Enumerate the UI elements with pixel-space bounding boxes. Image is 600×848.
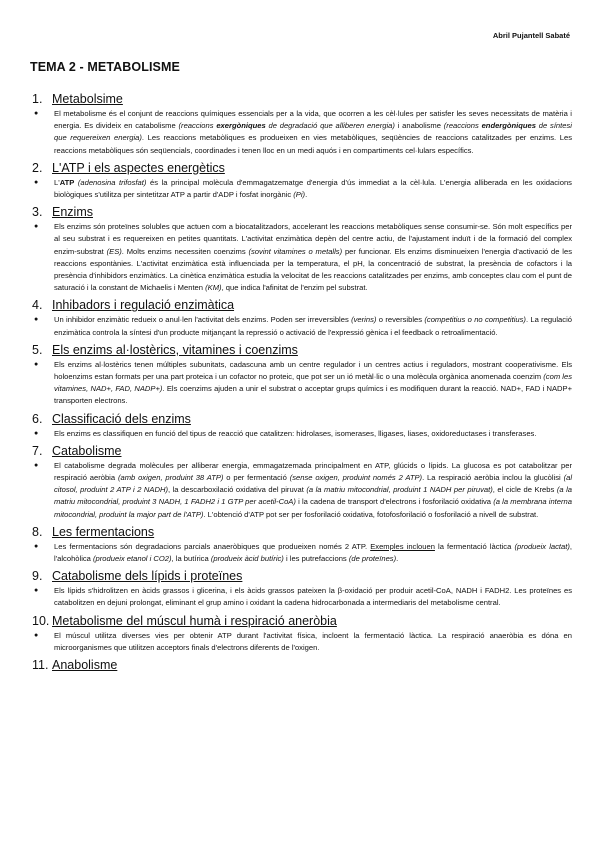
section-title: Inhibadors i regulació enzimàtica bbox=[52, 298, 235, 313]
section-paragraph: El catabolisme degrada molècules per alliberar energia, emmagatzemada principalment en ATP, glúcids o lípids. La glucosa es pot catabolitzar per respiració aeròbia (amb oxigen, produint 38 ATP) o per fermentació (sense oxigen, produint només 2 ATP). La respiració aeròbia inclou la glucòlisi (al citosol, produint 2 ATP i 2 NADH), la descarboxilació oxidativa del piruvat (a la matriu mitocondrial, produint 1 NADH per piruvat), el cicle de Krebs (a la matriu mitocondrial, produint 3 NADH, 1 FADH2 i 1 GTP per acetil-CoA) i la cadena de transport d'electrons i fosforilació oxidativa (a la membrana interna mitocondrial, produint la major part de l'ATP). L'obtenció d'ATP pot ser per fosforilació oxidativa, fotofosforilació o fosforilació a nivell de substrat. bbox=[54, 460, 573, 519]
section bbox=[32, 614, 572, 654]
section-heading bbox=[32, 92, 572, 106]
bullet-icon: ● bbox=[34, 360, 39, 368]
section-number: 3. bbox=[32, 205, 43, 220]
section-title: Classificació dels enzims bbox=[52, 411, 191, 426]
section-title: Metabolsime bbox=[52, 92, 123, 106]
bullet-icon: ● bbox=[34, 110, 39, 117]
bullet-icon: ● bbox=[34, 542, 39, 550]
section bbox=[32, 658, 572, 672]
section-number: 1. bbox=[32, 92, 43, 106]
section-number: 5. bbox=[32, 342, 43, 357]
bullet-icon: ● bbox=[34, 316, 39, 324]
section-paragraph: El metabolisme és el conjunt de reaccions químiques essencials per a la vida, que ocorren a les cèl·lules per satisfer les seves necessitats de matèria i energia. Es divideix en catabolisme (reaccions exergòniques de degradació que alliberen energia) i anabolisme (reaccions endergòniques de síntesi que requereixen energia). Les reaccions metabòliques es produeixen en vies metabòliques, seqüències de reaccions catalitzades per enzims. Les reaccions metabòliques són seqüencials, coordinades i tenen lloc en un medi aquós i en compartiments cel·lulars específics. bbox=[54, 109, 572, 155]
section-paragraph: Els enzims són proteïnes solubles que actuen com a biocatalitzadors, accelerant les reaccions metabòliques sense consumir-se. Són molt específics per al seu substrat i es requereixen en petites quantitats. L'activitat enzimàtica depèn del centre actiu, de l'ajustament induït i de la formació del complex enzim-substrat (ES). Molts enzims necessiten coenzims (sovint vitamines o metalls) per funcionar. Els enzims disminueixen l'energia d'activació de les reaccions espontànies. L'activitat enzimàtica està influenciada per la temperatura, el pH, la concentració de substrat, la presència de cofactors i la presència d'inhibidors enzimàtics. La cinètica enzimàtica estudia la velocitat de les reaccions catalitzades per enzims, amb conceptes clau com el punt de saturació i la constant de Michaelis i Menten (KM), que indica l'afinitat de l'enzim pel substrat. bbox=[54, 222, 573, 293]
section-number: 11. bbox=[32, 658, 49, 673]
section bbox=[32, 298, 572, 338]
section-heading bbox=[32, 412, 572, 426]
section-heading bbox=[32, 205, 572, 219]
section-number: 2. bbox=[32, 160, 43, 175]
section bbox=[32, 569, 572, 609]
section-title: Anabolisme bbox=[52, 658, 118, 673]
document-title: TEMA 2 - METABOLISME bbox=[30, 60, 180, 74]
section-title: Catabolisme bbox=[52, 443, 122, 458]
bullet-item bbox=[34, 428, 572, 440]
section-paragraph: L'ATP (adenosina trifosfat) és la principal molècula d'emmagatzematge d'energia d'ús immediat a la cèl·lula. L'energia alliberada en les oxidacions biològiques s'utilitza per sintetitzar ATP a partir d'ADP i fosfat inorgànic (Pi). bbox=[54, 177, 572, 200]
section-title: Els enzims al·lostèrics, vitamines i coenzims bbox=[52, 342, 298, 357]
section-title: Enzims bbox=[52, 205, 93, 220]
section-number: 9. bbox=[32, 569, 43, 584]
bullet-item bbox=[34, 177, 572, 201]
section-heading bbox=[32, 569, 572, 583]
section-title: L'ATP i els aspectes energètics bbox=[52, 160, 225, 175]
section bbox=[32, 92, 572, 157]
section-title: Les fermentacions bbox=[52, 524, 155, 539]
section-title: Catabolisme dels lípids i proteïnes bbox=[52, 569, 243, 584]
section-number: 8. bbox=[32, 524, 43, 539]
bullet-item bbox=[34, 460, 572, 521]
bullet-item bbox=[34, 359, 572, 408]
document-body bbox=[32, 92, 572, 676]
section-heading bbox=[32, 161, 572, 175]
section-paragraph: Els enzims es classifiquen en funció del tipus de reacció que catalitzen: hidrolases, isomerases, lligases, liases, oxidoreductases i transferases. bbox=[54, 428, 537, 438]
bullet-item bbox=[34, 585, 572, 609]
bullet-item bbox=[34, 221, 572, 294]
section-heading bbox=[32, 298, 572, 312]
bullet-item bbox=[34, 541, 572, 565]
bullet-icon: ● bbox=[34, 429, 39, 437]
bullet-item bbox=[34, 108, 572, 157]
bullet-item bbox=[34, 314, 572, 338]
section-number: 10. bbox=[32, 613, 50, 628]
section-number: 7. bbox=[32, 443, 43, 458]
bullet-icon: ● bbox=[34, 631, 39, 639]
section-paragraph: El múscul utilitza diverses vies per obtenir ATP durant l'activitat física, incloent la fermentació làctica. La respiració anaeròbia es dóna en microorganismes que utilitzen acceptors finals d'electrons diferents de l'oxigen. bbox=[54, 630, 572, 652]
section-heading bbox=[32, 444, 572, 458]
section-paragraph: Un inhibidor enzimàtic redueix o anul·len l'activitat dels enzims. Poden ser irreversibles (verins) o reversibles (competitius o no competitius). La regulació enzimàtica controla la síntesi d'un producte mitjançant la repressió o activació de l'expressió gènica i el feedback o retroalimentació. bbox=[54, 315, 572, 337]
bullet-icon: ● bbox=[34, 223, 39, 231]
section-number: 6. bbox=[32, 411, 43, 426]
section bbox=[32, 161, 572, 201]
section bbox=[32, 412, 572, 440]
bullet-icon: ● bbox=[34, 178, 39, 186]
section-paragraph: Els lípids s'hidrolitzen en àcids grassos i glicerina, i els àcids grassos pateixen la β-oxidació per produir acetil-CoA, NADH i FADH2. Les proteïnes es catabolitzen en dejuni prolongat, eliminant el grup amino i oxidant la cadena hidrocarbonada a intermediaris del metabolisme central. bbox=[54, 586, 572, 608]
section-heading bbox=[32, 343, 572, 357]
section-heading bbox=[32, 525, 572, 539]
section-paragraph: Les fermentacions són degradacions parcials anaeròbiques que produeixen només 2 ATP. Exemples inclouen la fermentació làctica (produeix lactat), l'alcohòlica (produeix etanol i CO2), la butírica (produeix àcid butíric) i les putrefaccions (de proteïnes). bbox=[54, 541, 572, 564]
section bbox=[32, 343, 572, 408]
section-heading bbox=[32, 614, 572, 628]
author-name: Abril Pujantell Sabaté bbox=[492, 31, 570, 40]
bullet-icon: ● bbox=[34, 587, 39, 595]
section-title: Metabolisme del múscul humà i respiració aneròbia bbox=[52, 613, 337, 628]
section bbox=[32, 444, 572, 521]
bullet-item bbox=[34, 630, 572, 654]
section bbox=[32, 205, 572, 294]
bullet-icon: ● bbox=[34, 461, 39, 469]
section-paragraph: Els enzims al·lostèrics tenen múltiples subunitats, cadascuna amb un centre regulador i un centres actius i reguladors, mostrant cooperativisme. Els holoenzims estan formats per una part proteica i un cofactor no proteic, que pot ser un ió metàl·lic o una molècula orgànica anomenada coenzim (com les vitamines, NAD+, FAD, NADP+). Els coenzims ajuden a unir el substrat o acceptar grups químics i es modifiquen durant la reacció. NAD+, FAD i NADP+ transporten electrons. bbox=[54, 359, 572, 406]
section-heading bbox=[32, 658, 572, 672]
section bbox=[32, 525, 572, 565]
section-number: 4. bbox=[32, 298, 43, 313]
